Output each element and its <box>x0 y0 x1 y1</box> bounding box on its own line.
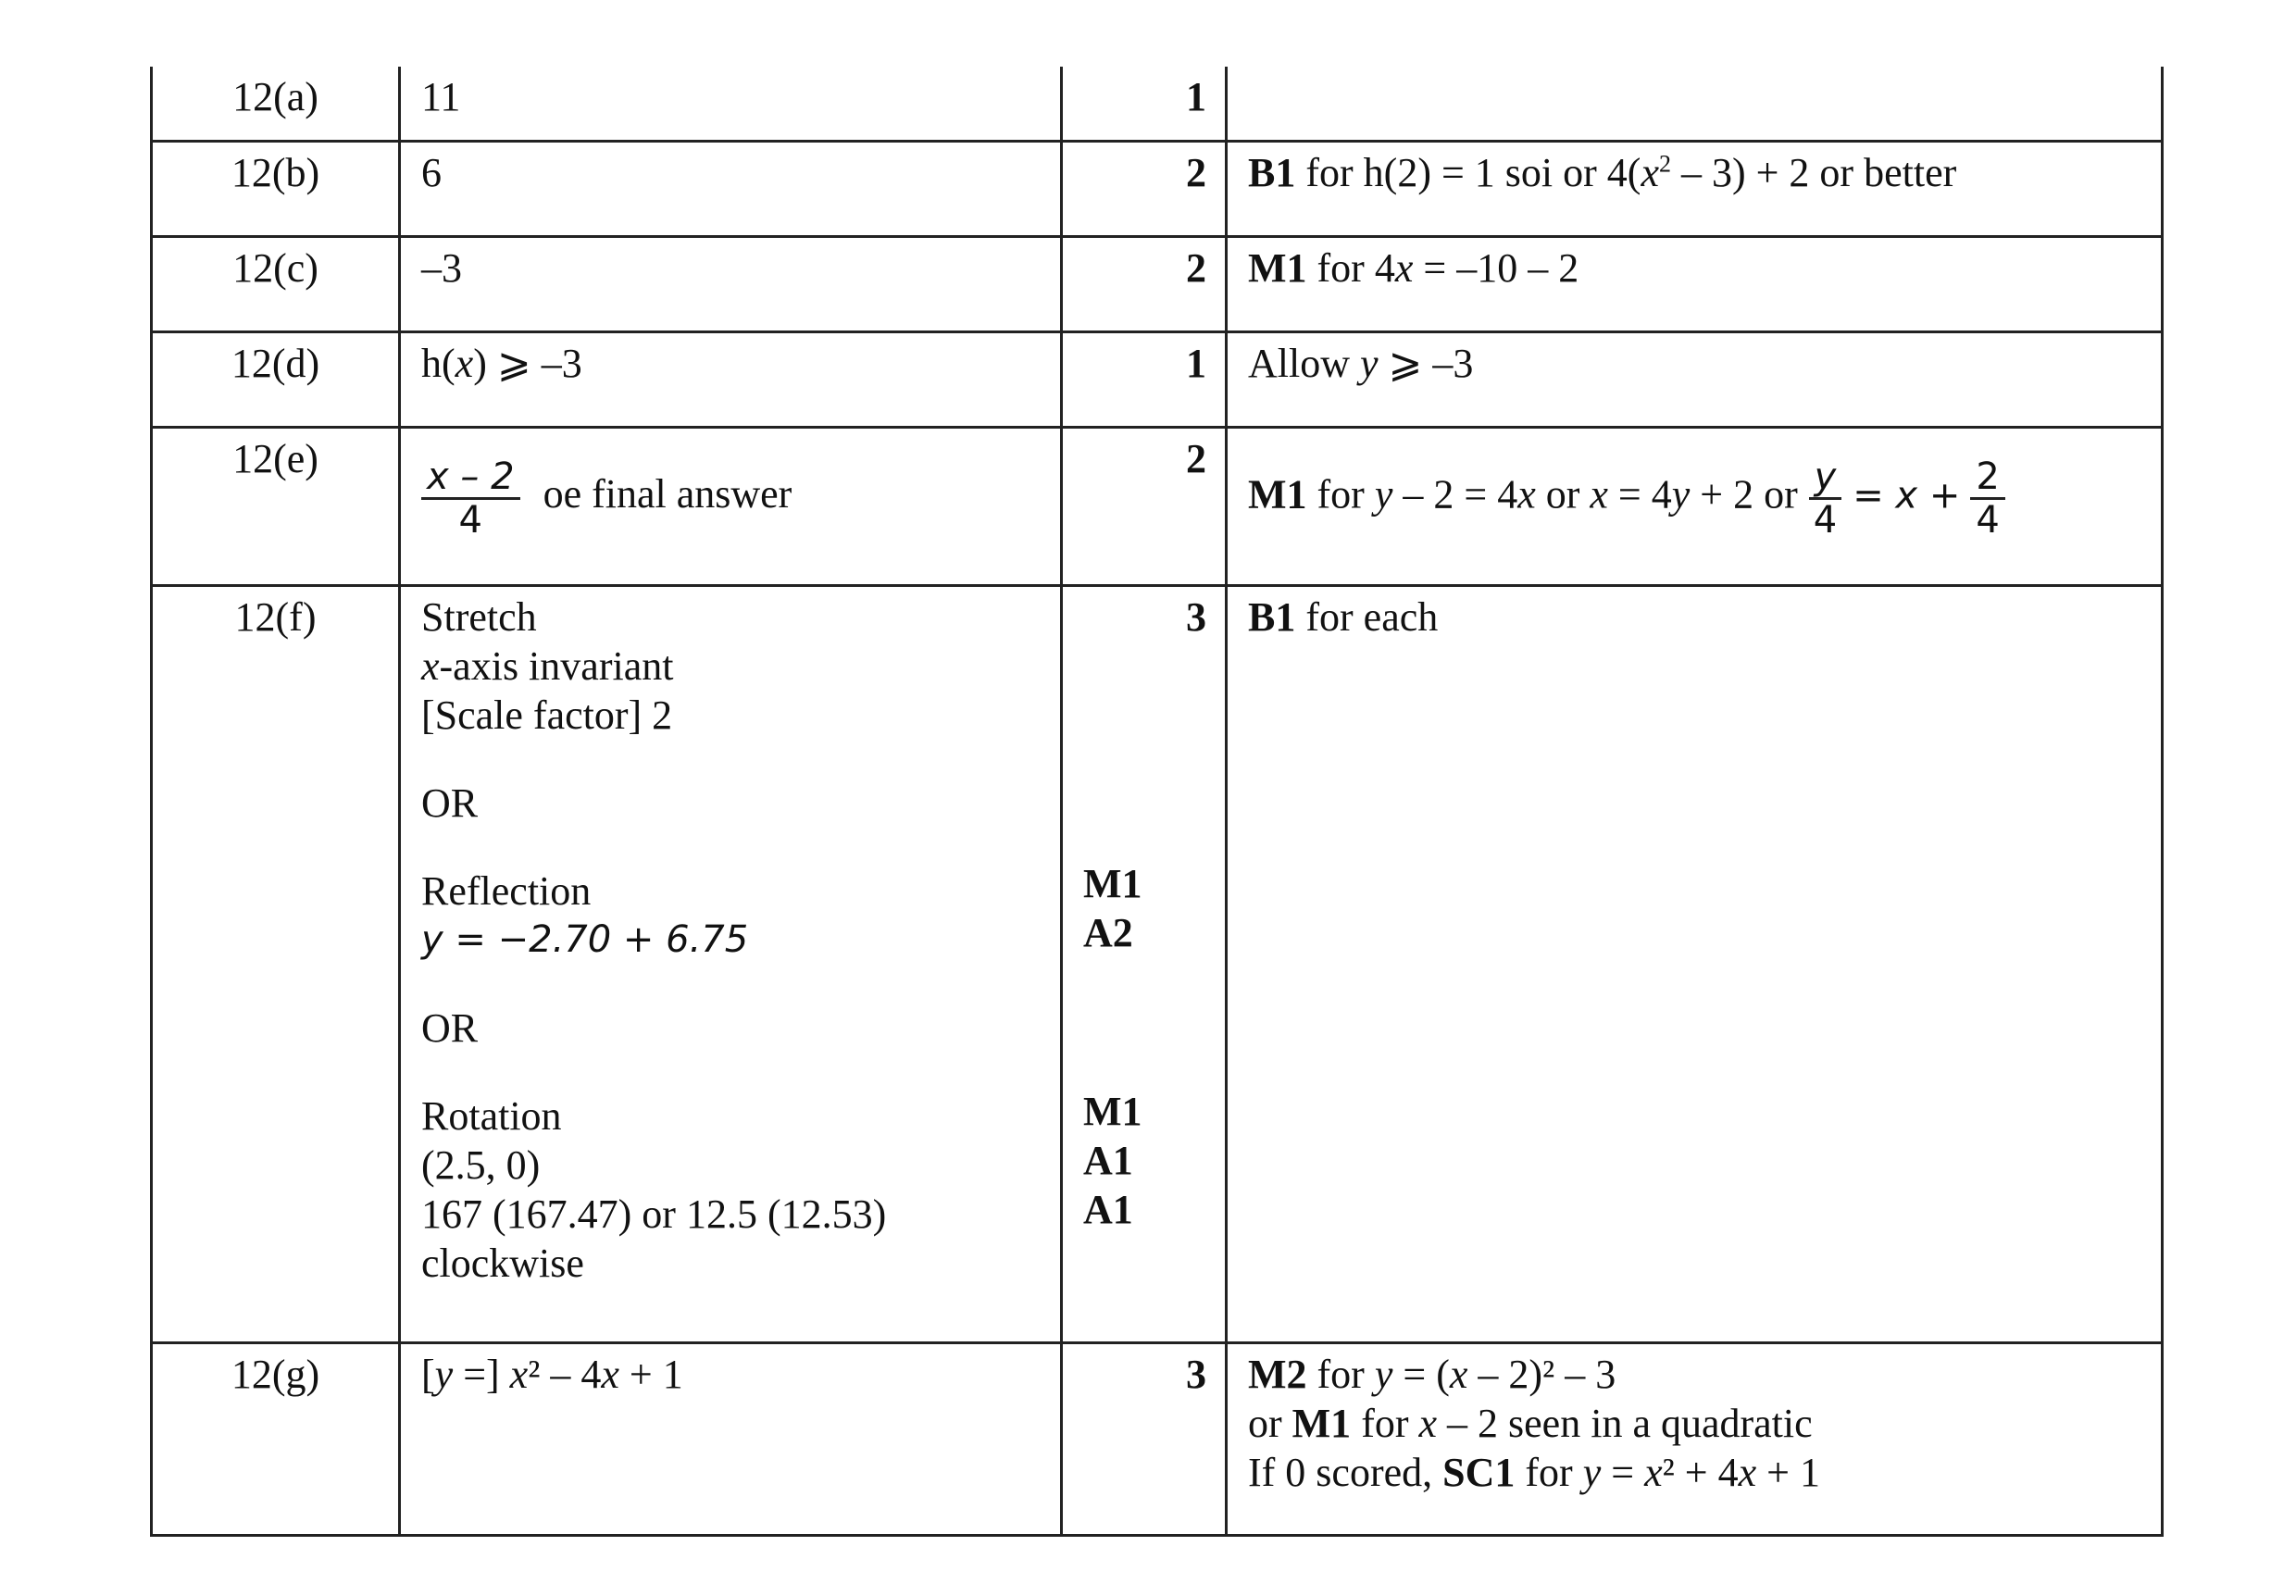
guidance: B1 for each <box>1227 585 2163 1342</box>
question-number: 12(b) <box>152 141 400 236</box>
mark-scheme-table <box>150 67 2164 1537</box>
marks: 3 M1 A2 M1 A1 A1 <box>1062 585 1227 1342</box>
question-number: 12(e) <box>152 427 400 585</box>
guidance: M2 for y = (x – 2)² – 3 or M1 for x – 2 seen in a quadratic If 0 scored, SC1 for y = x² + 4x + 1 <box>1227 1342 2163 1535</box>
table-row <box>152 331 2163 427</box>
table-row <box>152 427 2163 585</box>
answer: Stretch x-axis invariant [Scale factor] 2 OR Reflection y = −2.70 + 6.75 OR Rotation (2.5, 0) 167 (167.47) or 12.5 (12.53) clockwise <box>400 585 1062 1342</box>
table-row <box>152 1342 2163 1535</box>
question-number: 12(c) <box>152 236 400 331</box>
marks: 2 <box>1062 141 1227 236</box>
guidance: M1 for 4x = –10 – 2 <box>1227 236 2163 331</box>
sub-marks-rotation: M1 A1 A1 <box>1083 1088 1142 1232</box>
guidance: M1 for y – 2 = 4x or x = 4y + 2 or $\frac{y}{4}$ = x + $\frac{2}{4}$ <box>1227 427 2163 585</box>
marks: 2 <box>1062 427 1227 585</box>
question-number: 12(d) <box>152 331 400 427</box>
answer-fraction: $\frac{x - 2}{4}$ <box>421 456 520 541</box>
marks: 1 <box>1062 67 1227 141</box>
guidance: B1 for h(2) = 1 soi or $4(x^2 - 3) + 2$ or better <box>1227 141 2163 236</box>
table-row <box>152 67 2163 141</box>
guidance-fraction-y-over-4: $\frac{y}{4}$ <box>1808 456 1842 541</box>
guidance: Allow y ⩾ –3 <box>1227 331 2163 427</box>
table-row <box>152 585 2163 1342</box>
question-number: 12(g) <box>152 1342 400 1535</box>
table-row <box>152 141 2163 236</box>
question-number: 12(f) <box>152 585 400 1342</box>
answer: [y =] x² – 4x + 1 <box>400 1342 1062 1535</box>
table-row <box>152 236 2163 331</box>
sub-marks-reflection: M1 A2 <box>1083 860 1142 955</box>
marks: 3 <box>1062 1342 1227 1535</box>
guidance-fraction-2-over-4: $\frac{2}{4}$ <box>1970 456 2004 541</box>
answer: 6 <box>400 141 1062 236</box>
answer: $\frac{x - 2}{4}$ oe final answer <box>400 427 1062 585</box>
answer: h(x) ⩾ –3 <box>400 331 1062 427</box>
guidance <box>1227 67 2163 141</box>
answer: –3 <box>400 236 1062 331</box>
question-number: 12(a) <box>152 67 400 141</box>
marks: 2 <box>1062 236 1227 331</box>
answer: 11 <box>400 67 1062 141</box>
marks: 1 <box>1062 331 1227 427</box>
